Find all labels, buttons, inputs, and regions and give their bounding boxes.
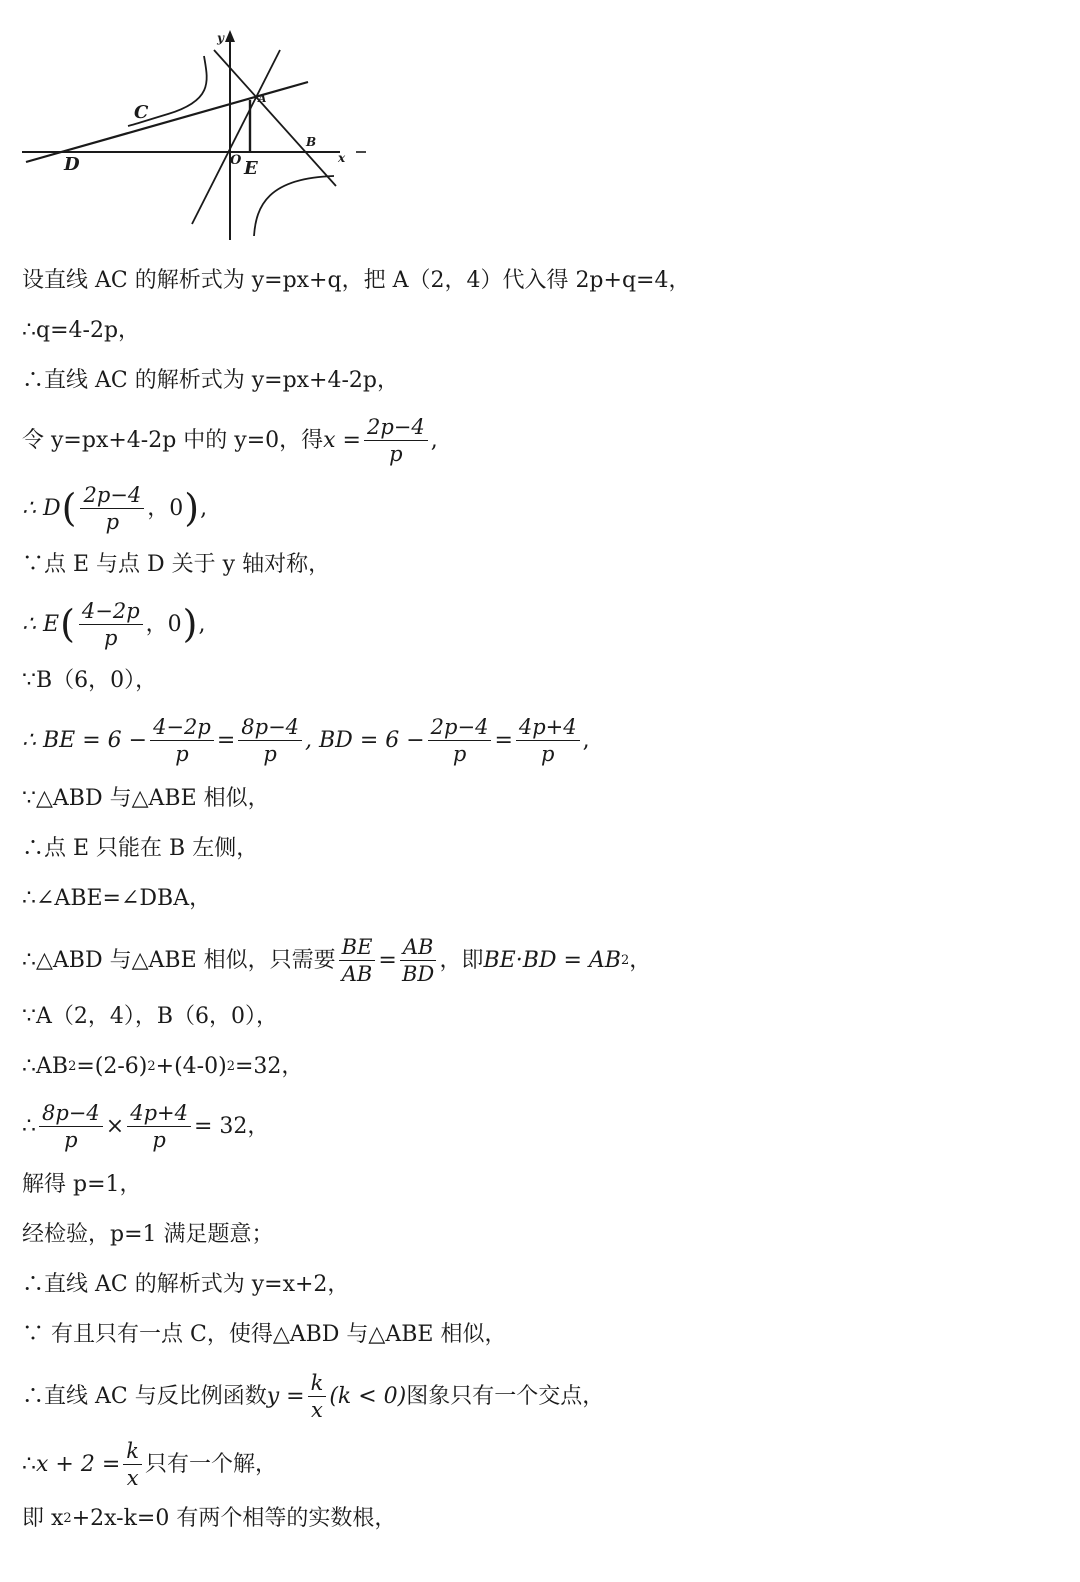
text-line-2: ∴q=4-2p， [22,318,141,343]
text-line-8: ∵B（6，0）， [22,668,158,693]
label-E: E [244,158,258,179]
text-line-5: ∴ D ( $\frac{2p-4}{p}$ ，0 ) , [22,483,208,535]
text-line-1: 设直线 AC 的解析式为 y=px+q，把 A（2，4）代入得 2p+q=4， [22,268,691,293]
label-O: O [230,153,242,168]
text-line-4: 令 y=px+4-2p 中的 y=0，得 x = $\frac{2p-4}{p}$ , [22,415,438,467]
label-A: A [258,92,267,105]
text-line-16: ∴ $\frac{8p-4}{p}$ × $\frac{4p+4}{p}$ = 32， [22,1101,270,1153]
fraction-x: $\frac{2p-4}{p}$ [364,416,428,465]
y-axis-arrow [225,30,235,42]
text-line-6: ∵点 E 与点 D 关于 y 轴对称， [22,552,331,577]
text-line-21: ∴直线 AC 与反比例函数 y = $\frac{k}{x}$ (k < 0) 图象只有一个交点， [22,1371,605,1423]
label-x: x [338,151,346,165]
text-line-9: ∴ BE = 6 − $\frac{4-2p}{p}$ = $\frac{8p-4}{p}$ , BD = 6 − $\frac{2p-4}{p}$ = $\frac{4p+4}{p}$ , [22,715,590,767]
text-line-13: ∴△ABD 与△ABE 相似，只需要 $\frac{BE}{AB}$ = $\frac{AB}{BD}$ ，即 BE·BD = AB 2 ， [22,935,652,987]
text-line-20: ∵ 有且只有一点 C，使得△ABD 与△ABE 相似， [22,1322,507,1347]
label-C: C [134,102,149,123]
text-line-17: 解得 p=1， [22,1172,142,1197]
text-line-19: ∴直线 AC 的解析式为 y=x+2， [22,1272,350,1297]
fraction-D: $\frac{2p-4}{p}$ [80,484,144,533]
text-line-12: ∴∠ABE=∠DBA， [22,886,212,911]
text-line-15: ∴AB 2 =(2-6) 2 +(4-0) 2 =32， [22,1054,304,1079]
geometry-figure [18,28,378,248]
text-line-18: 经检验，p=1 满足题意； [22,1222,274,1247]
text-line-7: ∴ E ( $\frac{4-2p}{p}$ ，0 ) , [22,599,206,651]
text-line-10: ∵△ABD 与△ABE 相似， [22,786,270,811]
text-line-14: ∵A（2，4），B（6，0）， [22,1004,279,1029]
fraction-E: $\frac{4-2p}{p}$ [79,600,143,649]
hyperbola-branch-lower [254,176,334,236]
text-line-23: 即 x 2 +2x-k=0 有两个相等的实数根， [22,1506,397,1531]
label-B: B [306,135,317,149]
label-y: y [217,31,224,45]
text-line-11: ∴点 E 只能在 B 左侧， [22,836,259,861]
text-line-3: ∴直线 AC 的解析式为 y=px+4-2p， [22,368,399,393]
text-line-22: ∴ x + 2 = $\frac{k}{x}$ 只有一个解， [22,1439,278,1491]
label-D: D [64,154,80,175]
